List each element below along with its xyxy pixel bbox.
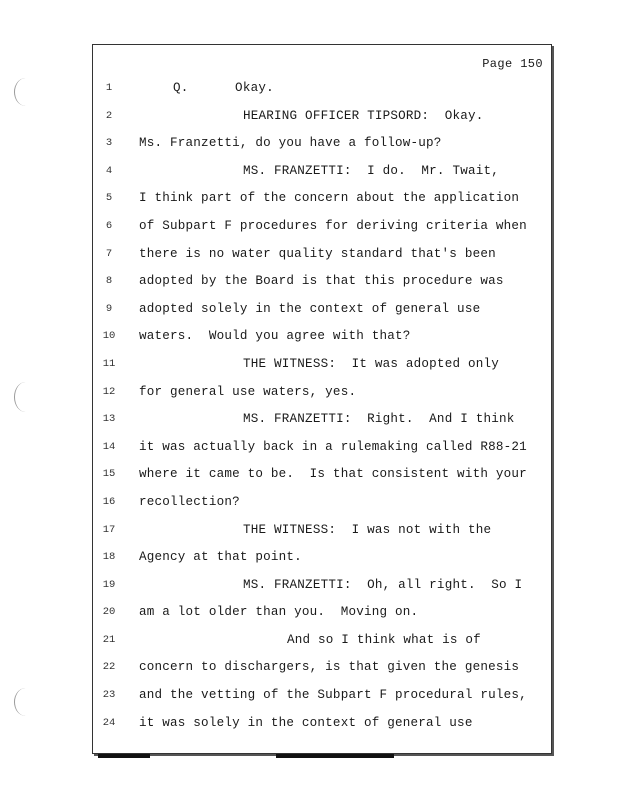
line-number: 3 bbox=[105, 137, 113, 150]
line-number: 17 bbox=[102, 523, 116, 536]
line-text: of Subpart F procedures for deriving criteria when bbox=[139, 218, 527, 233]
line-text: adopted solely in the context of general use bbox=[139, 301, 481, 316]
line-number: 20 bbox=[102, 606, 116, 619]
transcript-line bbox=[93, 599, 551, 627]
transcript-line bbox=[93, 130, 551, 158]
line-text: waters. Would you agree with that? bbox=[139, 329, 411, 344]
transcript-line bbox=[93, 75, 551, 103]
transcript-line bbox=[93, 461, 551, 489]
line-number: 21 bbox=[102, 633, 116, 646]
line-text: it was solely in the context of general use bbox=[139, 715, 473, 730]
line-text: MS. FRANZETTI: I do. Mr. Twait, bbox=[243, 163, 499, 178]
line-text: Agency at that point. bbox=[139, 550, 302, 565]
line-text: adopted by the Board is that this procedure was bbox=[139, 274, 504, 289]
transcript-line bbox=[93, 654, 551, 682]
transcript-line bbox=[93, 379, 551, 407]
transcript-line bbox=[93, 682, 551, 710]
line-number: 15 bbox=[102, 468, 116, 481]
punch-hole-middle bbox=[14, 382, 37, 412]
transcript-line bbox=[93, 489, 551, 517]
line-number: 7 bbox=[105, 247, 113, 260]
line-text: THE WITNESS: It was adopted only bbox=[243, 356, 499, 371]
line-text: am a lot older than you. Moving on. bbox=[139, 605, 419, 620]
line-text: it was actually back in a rulemaking called R88-21 bbox=[139, 439, 527, 454]
line-number: 24 bbox=[102, 716, 116, 729]
line-text: And so I think what is of bbox=[287, 632, 481, 647]
line-text: for general use waters, yes. bbox=[139, 384, 357, 399]
transcript-line bbox=[93, 268, 551, 296]
transcript-line bbox=[93, 213, 551, 241]
transcript-line bbox=[93, 544, 551, 572]
line-text: MS. FRANZETTI: Oh, all right. So I bbox=[243, 577, 523, 592]
transcript-lines bbox=[93, 75, 551, 737]
line-number: 11 bbox=[102, 357, 116, 370]
transcript-line bbox=[93, 103, 551, 131]
line-text: I think part of the concern about the application bbox=[139, 191, 520, 206]
line-text: concern to dischargers, is that given the genesis bbox=[139, 660, 520, 675]
page-number: Page 150 bbox=[482, 57, 543, 71]
transcript-line bbox=[93, 323, 551, 351]
line-number: 4 bbox=[105, 164, 113, 177]
line-number: 14 bbox=[102, 440, 116, 453]
line-number: 2 bbox=[105, 109, 113, 122]
footer-bar-center bbox=[276, 754, 394, 758]
transcript-line bbox=[93, 517, 551, 545]
transcript-line bbox=[93, 434, 551, 462]
line-text: THE WITNESS: I was not with the bbox=[243, 522, 492, 537]
line-text: HEARING OFFICER TIPSORD: Okay. bbox=[243, 108, 484, 123]
line-number: 19 bbox=[102, 578, 116, 591]
line-text: there is no water quality standard that's been bbox=[139, 246, 496, 261]
transcript-line bbox=[93, 351, 551, 379]
footer-bar-left bbox=[98, 754, 150, 758]
line-number: 6 bbox=[105, 219, 113, 232]
line-number: 23 bbox=[102, 689, 116, 702]
transcript-line bbox=[93, 710, 551, 738]
line-number: 16 bbox=[102, 495, 116, 508]
line-number: 8 bbox=[105, 275, 113, 288]
line-text: MS. FRANZETTI: Right. And I think bbox=[243, 412, 515, 427]
transcript-line bbox=[93, 158, 551, 186]
transcript-page bbox=[92, 44, 552, 754]
punch-hole-top bbox=[14, 78, 37, 106]
transcript-line bbox=[93, 627, 551, 655]
line-text: recollection? bbox=[139, 494, 240, 509]
line-number: 9 bbox=[105, 302, 113, 315]
line-number: 22 bbox=[102, 661, 116, 674]
line-number: 5 bbox=[105, 192, 113, 205]
transcript-line bbox=[93, 406, 551, 434]
line-text: where it came to be. Is that consistent with your bbox=[139, 467, 527, 482]
line-number: 10 bbox=[102, 330, 116, 343]
transcript-line bbox=[93, 572, 551, 600]
transcript-line bbox=[93, 296, 551, 324]
line-number: 12 bbox=[102, 385, 116, 398]
line-number: 1 bbox=[105, 82, 113, 94]
punch-hole-bottom bbox=[14, 688, 37, 716]
transcript-line bbox=[93, 241, 551, 269]
line-text: and the vetting of the Subpart F procedural rules, bbox=[139, 688, 527, 703]
transcript-line bbox=[93, 185, 551, 213]
line-text: Q. Okay. bbox=[173, 81, 274, 95]
line-text: Ms. Franzetti, do you have a follow-up? bbox=[139, 136, 442, 151]
line-number: 13 bbox=[102, 413, 116, 426]
line-number: 18 bbox=[102, 551, 116, 564]
